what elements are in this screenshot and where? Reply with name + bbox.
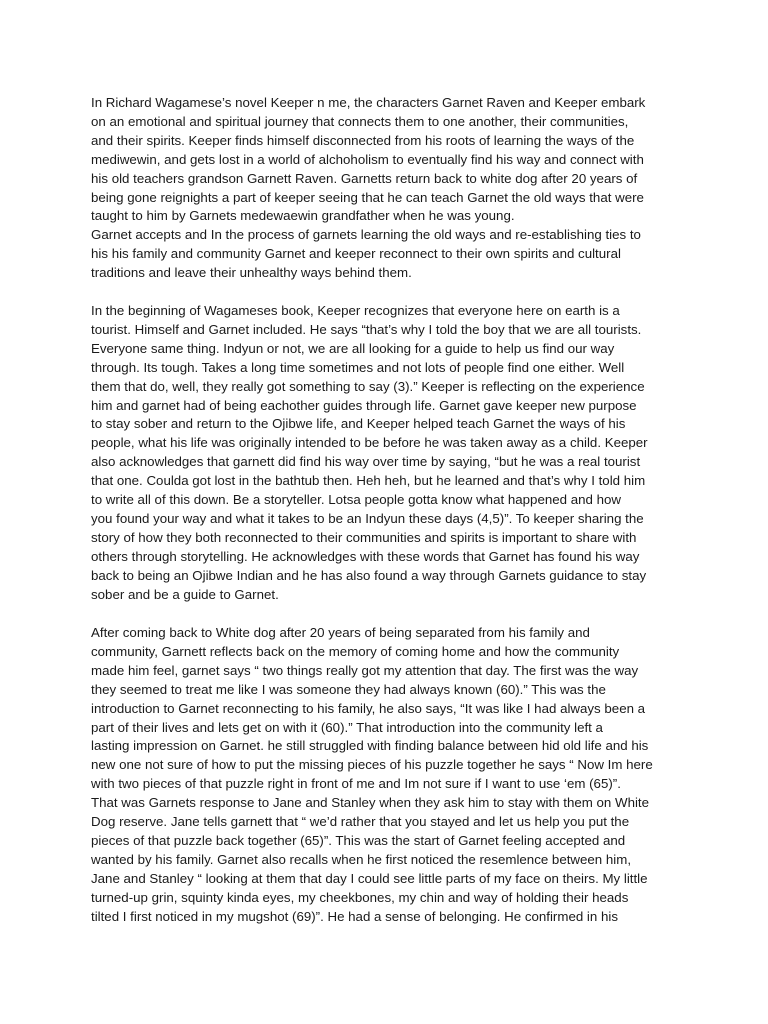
text-line: them that do, well, they really got something to say (3).” Keeper is reflecting on the experience (91, 378, 645, 394)
text-line: back to being an Ojibwe Indian and he has also found a way through Garnets guidance to stay (91, 567, 647, 583)
text-line: on an emotional and spiritual journey that connects them to one another, their communities, (91, 113, 629, 129)
paragraph-introduction (91, 94, 691, 283)
text-line: introduction to Garnet reconnecting to his family, he also says, “It was like I had always been a (91, 700, 646, 716)
text-line: lasting impression on Garnet. he still struggled with finding balance between hid old life and his (91, 738, 649, 754)
text-line: to write all of this down. Be a storyteller. Lotsa people gotta know what happened and how (91, 492, 621, 508)
text-line: In Richard Wagamese’s novel Keeper n me, the characters Garnet Raven and Keeper embark (91, 95, 646, 110)
text-line: pieces of that puzzle back together (65)”. This was the start of Garnet feeling accepted and (91, 832, 626, 848)
text-line: traditions and leave their unhealthy ways behind them. (91, 265, 412, 281)
text-line: mediwewin, and gets lost in a world of alchoholism to eventually find his way and connect with (91, 151, 644, 167)
text-line: they seemed to treat me like I was someone they had always known (60).” This was the (91, 681, 606, 697)
text-line: After coming back to White dog after 20 years of being separated from his family and (91, 625, 590, 640)
text-line: wanted by his family. Garnet also recalls when he first noticed the resemlence between him, (91, 851, 632, 867)
text-line: others through storytelling. He acknowledges with these words that Garnet has found his way (91, 548, 640, 564)
text-line: story of how they both reconnected to their communities and spirits is important to share with (91, 529, 637, 545)
text-line: part of their lives and lets get on with it (60).” That introduction into the community left a (91, 719, 603, 735)
text-line: taught to him by Garnets medewaewin grandfather when he was young. (91, 208, 515, 224)
text-line: you found your way and what it takes to be an Indyun these days (4,5)”. To keeper sharing the (91, 510, 644, 526)
text-line: Jane and Stanley “ looking at them that day I could see little parts of my face on theirs. My little (91, 870, 648, 886)
text-line: through. Its tough. Takes a long time sometimes and not lots of people find one either. Well (91, 359, 625, 375)
text-line: and their spirits. Keeper finds himself disconnected from his roots of learning the ways of the (91, 132, 635, 148)
text-line: also acknowledges that garnett did find his way over time by saying, “but he was a real tourist (91, 454, 641, 470)
text-line: him and garnet had of being eachother guides through life. Garnet gave keeper new purpose (91, 397, 637, 413)
text-line: new one not sure of how to put the missing pieces of his puzzle together he says “ Now Im here (91, 757, 653, 773)
text-line: In the beginning of Wagameses book, Keeper recognizes that everyone here on earth is a (91, 303, 620, 318)
paragraph-tourists (91, 302, 691, 605)
text-line: Dog reserve. Jane tells garnett that “ we’d rather that you stayed and let us help you put the (91, 814, 630, 830)
text-line: That was Garnets response to Jane and Stanley when they ask him to stay with them on White (91, 795, 650, 811)
text-line: sober and be a guide to Garnet. (91, 586, 279, 602)
text-line: to stay sober and return to the Ojibwe life, and Keeper helped teach Garnet the ways of his (91, 416, 626, 432)
text-line: community, Garnett reflects back on the memory of coming home and how the community (91, 643, 620, 659)
text-line: his his family and community Garnet and keeper reconnect to their own spirits and cultural (91, 246, 621, 262)
paragraph-homecoming (91, 624, 691, 927)
text-line: his old teachers grandson Garnett Raven. Garnetts return back to white dog after 20 years of (91, 170, 638, 186)
text-line: turned-up grin, squinty kinda eyes, my cheekbones, my chin and way of holding their heads (91, 889, 629, 905)
text-line: people, what his life was originally intended to be before he was taken away as a child. Keeper (91, 435, 648, 451)
text-line: Garnet accepts and In the process of garnets learning the old ways and re-establishing ties to (91, 227, 641, 243)
text-line: tilted I first noticed in my mugshot (69)”. He had a sense of belonging. He confirmed in his (91, 908, 618, 924)
text-line: being gone reignights a part of keeper seeing that he can teach Garnet the old ways that were (91, 189, 644, 205)
text-line: made him feel, garnet says “ two things really got my attention that day. The first was the way (91, 662, 639, 678)
text-line: that one. Coulda got lost in the bathtub then. Heh heh, but he learned and that’s why I told him (91, 473, 646, 489)
text-line: tourist. Himself and Garnet included. He says “that’s why I told the boy that we are all tourists. (91, 321, 642, 337)
text-line: with two pieces of that puzzle right in front of me and Im not sure if I want to use ‘em (65)”. (91, 776, 621, 792)
text-line: Everyone same thing. Indyun or not, we are all looking for a guide to help us find our way (91, 340, 615, 356)
